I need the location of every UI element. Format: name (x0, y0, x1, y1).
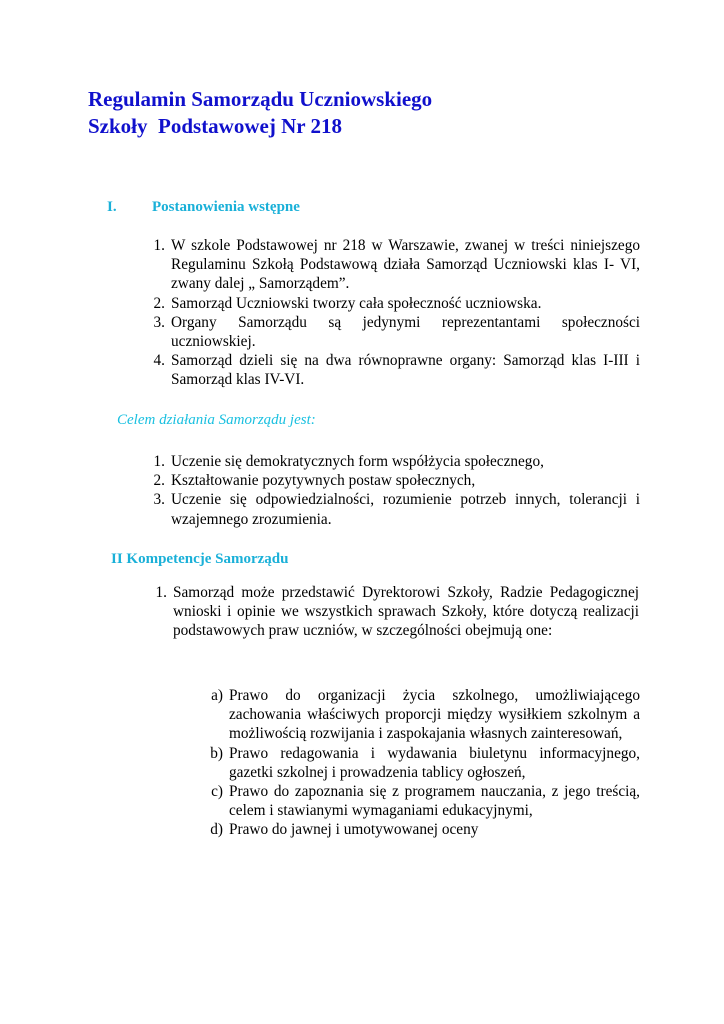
list-item-text: Uczenie się odpowiedzialności, rozumienie potrzeb innych, tolerancji i wzajemnego zrozumienia. (171, 491, 640, 528)
title-line-2: Szkoły Podstawowej Nr 218 (88, 114, 342, 138)
list-item (155, 583, 639, 641)
list-marker: d) (210, 821, 223, 839)
list-item-text: Prawo redagowania i wydawania biuletynu informacyjnego, gazetki szkolnej i prowadzenia tablicy ogłoszeń, (229, 744, 640, 781)
document-title (88, 86, 432, 140)
list-item-text: Organy Samorządu są jedynymi reprezentantami społeczności uczniowskiej. (171, 313, 640, 351)
list-marker: 2. (153, 472, 165, 490)
list-item (153, 313, 640, 351)
title-line-1: Regulamin Samorządu Uczniowskiego (88, 87, 433, 111)
section-1-heading: Postanowienia wstępne (152, 199, 300, 215)
section-2-heading: II Kompetencje Samorządu (111, 551, 289, 567)
section-1-number: I. (107, 199, 117, 215)
list-marker: b) (210, 744, 223, 762)
section-2-list (155, 583, 639, 641)
list-item (153, 294, 640, 313)
section-1-list (153, 236, 640, 390)
list-item-text: Uczenie się demokratycznych form współżycia społecznego, (171, 453, 544, 470)
goals-heading: Celem działania Samorządu jest: (117, 412, 316, 428)
list-item-text: Samorząd Uczniowski tworzy cała społeczność uczniowska. (171, 294, 542, 312)
section-2-sublist (210, 686, 640, 840)
list-item-text: Kształtowanie pozytywnych postaw społecznych, (171, 472, 476, 490)
list-marker: 3. (153, 313, 165, 331)
list-item (153, 490, 640, 528)
list-item (211, 782, 640, 820)
list-item (153, 351, 640, 389)
list-item (153, 452, 640, 471)
list-item-text: Prawo do jawnej i umotywowanej oceny (229, 821, 479, 839)
list-item (210, 820, 640, 839)
list-item-text: W szkole Podstawowej nr 218 w Warszawie, zwanej w treści niniejszego Regulaminu Szkołą Podstawową działa Samorząd Uczniowski klas I- VI, zwany dalej „ Samorządem”. (171, 237, 640, 293)
list-marker: 1. (153, 453, 165, 470)
list-item (153, 471, 640, 490)
list-item-text: Prawo do zapoznania się z programem nauczania, z jego treścią, celem i stawianymi wymaganiami edukacyjnymi, (229, 783, 640, 820)
list-item-text: Samorząd może przedstawić Dyrektorowi Szkoły, Radzie Pedagogicznej wnioski i opinie we wszystkich sprawach Szkoły, które dotyczą realizacji podstawowych praw uczniów, w szczególności obejmują one: (173, 584, 639, 640)
list-item-text: Prawo do organizacji życia szkolnego, umożliwiającego zachowania właściwych proporcji między wysiłkiem szkolnym a możliwością rozwijania i zaspokajania własnych zainteresowań, (229, 687, 640, 743)
list-marker: c) (211, 783, 223, 801)
list-marker: 2. (153, 294, 165, 312)
goals-list (153, 452, 640, 529)
list-marker: 4. (153, 352, 165, 370)
list-marker: 3. (153, 491, 165, 509)
list-item (153, 236, 640, 294)
list-marker: a) (211, 687, 223, 704)
list-item-text: Samorząd dzieli się na dwa równoprawne organy: Samorząd klas I-III i Samorząd klas IV-VI. (171, 352, 640, 389)
list-item (211, 686, 640, 744)
list-marker: 1. (155, 584, 167, 601)
list-marker: 1. (153, 237, 165, 254)
list-item (210, 744, 640, 782)
